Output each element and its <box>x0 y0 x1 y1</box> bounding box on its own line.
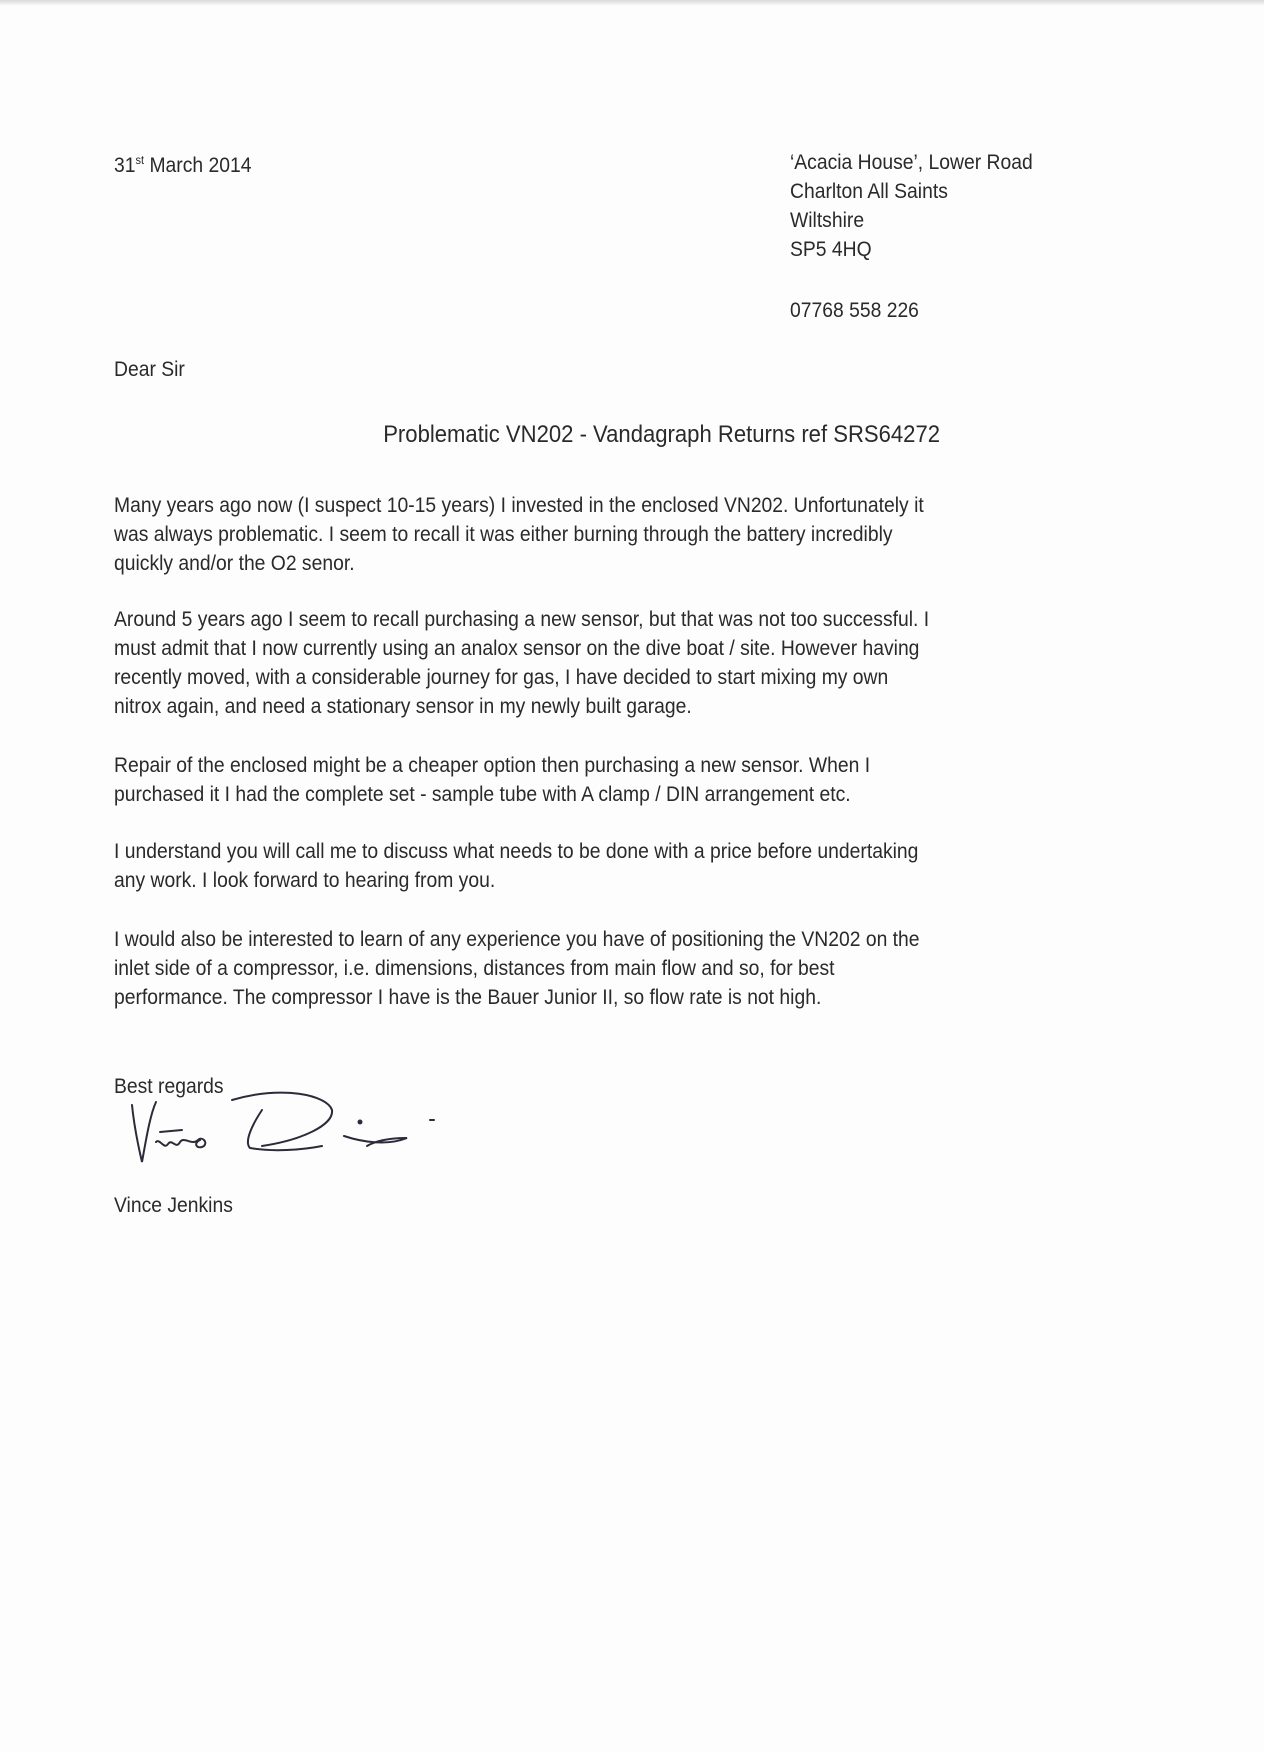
paragraph-1 <box>114 491 924 578</box>
text-line: Around 5 years ago I seem to recall purchasing a new sensor, but that was not too successful. I <box>114 608 930 631</box>
heading-text: Problematic VN202 - Vandagraph Returns ref SRS64272 <box>383 421 941 448</box>
paragraph-4 <box>114 837 918 895</box>
address-line: ‘Acacia House’, Lower Road <box>790 151 1033 174</box>
text-line: any work. I look forward to hearing from you. <box>114 869 496 892</box>
paragraph-3 <box>114 751 870 809</box>
sender-phone: 07768 558 226 <box>790 299 919 322</box>
letter-date <box>114 151 251 180</box>
address-line: Wiltshire <box>790 209 865 232</box>
text-line: quickly and/or the O2 senor. <box>114 552 355 575</box>
text-line: I would also be interested to learn of any experience you have of positioning the VN202 on the <box>114 928 920 951</box>
text-line: Repair of the enclosed might be a cheaper option then purchasing a new sensor. When I <box>114 754 871 777</box>
scan-edge <box>0 0 1264 6</box>
date-month-year: March 2014 <box>144 154 252 177</box>
handwritten-signature <box>112 1080 442 1170</box>
text-line: Many years ago now (I suspect 10-15 years) I invested in the enclosed VN202. Unfortunately it <box>114 494 924 517</box>
address-line: Charlton All Saints <box>790 180 948 203</box>
paragraph-2 <box>114 605 929 721</box>
text-line: nitrox again, and need a stationary sensor in my newly built garage. <box>114 695 692 718</box>
paragraph-5 <box>114 925 920 1012</box>
signatory-name: Vince Jenkins <box>114 1194 233 1217</box>
letter-heading <box>0 420 1264 449</box>
text-line: performance. The compressor I have is the Bauer Junior II, so flow rate is not high. <box>114 986 822 1009</box>
text-line: purchased it I had the complete set - sample tube with A clamp / DIN arrangement etc. <box>114 783 851 806</box>
text-line: I understand you will call me to discuss what needs to be done with a price before undertaking <box>114 840 919 863</box>
closing: Best regards <box>114 1075 224 1098</box>
salutation: Dear Sir <box>114 358 185 381</box>
text-line: was always problematic. I seem to recall it was either burning through the battery incredibly <box>114 523 893 546</box>
text-line: must admit that I now currently using an analox sensor on the dive boat / site. However having <box>114 637 920 660</box>
text-line: recently moved, with a considerable journey for gas, I have decided to start mixing my own <box>114 666 889 689</box>
address-postcode: SP5 4HQ <box>790 238 872 261</box>
text-line: inlet side of a compressor, i.e. dimensions, distances from main flow and so, for best <box>114 957 835 980</box>
date-day: 31 <box>114 154 136 177</box>
sender-address <box>790 148 1033 264</box>
date-suffix: st <box>135 153 145 167</box>
